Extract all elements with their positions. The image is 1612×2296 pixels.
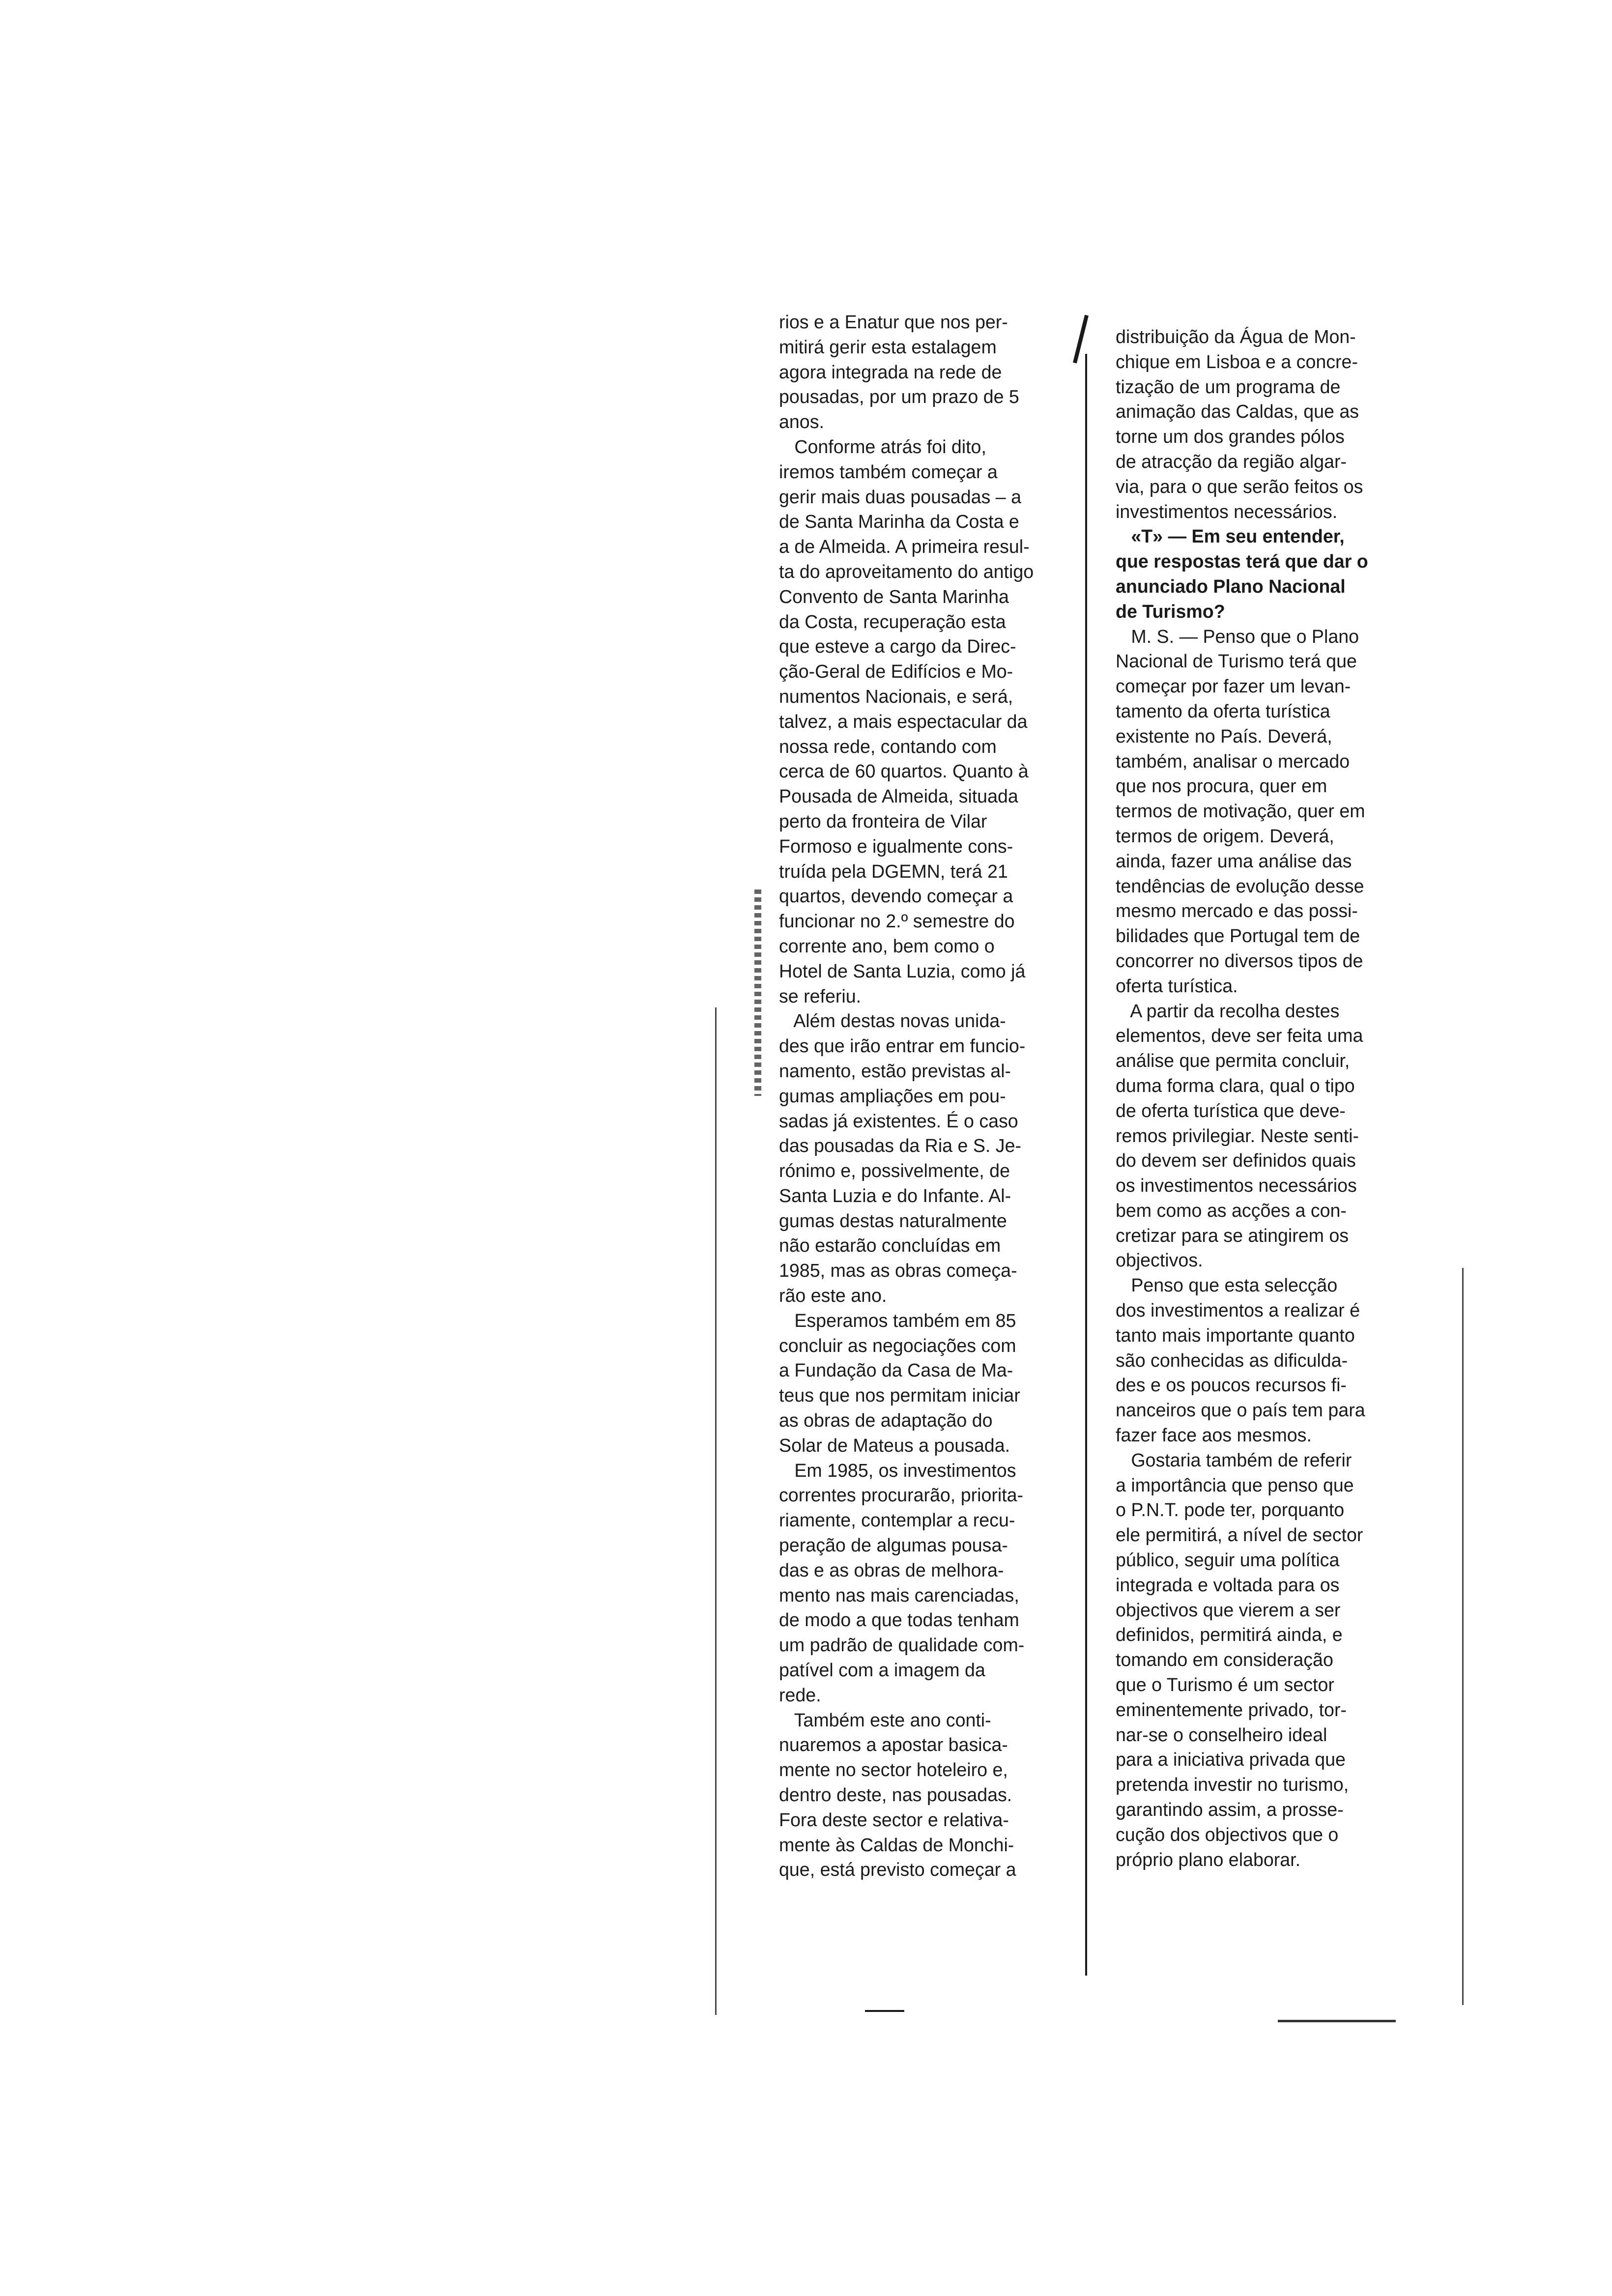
text-line: termos de origem. Deverá,	[1116, 825, 1334, 846]
text-line: garantindo assim, a prosse-	[1116, 1799, 1344, 1820]
text-line: concorrer no diversos tipos de	[1116, 950, 1363, 971]
text-line: investimentos necessários.	[1116, 501, 1338, 522]
text-line: Fora deste sector e relativa-	[779, 1809, 1009, 1830]
text-line: Conforme atrás foi dito,	[779, 436, 986, 457]
text-line: Em 1985, os investimentos	[779, 1460, 1016, 1481]
text-line: elementos, deve ser feita uma	[1116, 1025, 1363, 1046]
text-line: iremos também começar a	[779, 461, 998, 482]
text-line: talvez, a mais espectacular da	[779, 711, 1028, 732]
article-column-left	[779, 310, 1069, 1882]
text-line: de atracção da região algar-	[1116, 451, 1347, 472]
text-line: pretenda investir no turismo,	[1116, 1774, 1349, 1795]
text-line: que esteve a cargo da Direc-	[779, 636, 1016, 657]
scan-stamp-edge	[754, 890, 761, 1096]
text-line: distribuição da Água de Mon-	[1116, 326, 1356, 347]
text-line: nossa rede, contando com	[779, 736, 997, 757]
text-line: dos investimentos a realizar é	[1116, 1300, 1360, 1321]
text-line: fazer face aos mesmos.	[1116, 1425, 1312, 1446]
text-line: mento nas mais carenciadas,	[779, 1584, 1019, 1606]
text-line: termos de motivação, quer em	[1116, 801, 1365, 822]
text-line: via, para o que serão feitos os	[1116, 476, 1363, 497]
text-line: o P.N.T. pode ter, porquanto	[1116, 1499, 1345, 1521]
text-line: cução dos objectivos que o	[1116, 1824, 1339, 1845]
column-divider	[1085, 354, 1087, 1976]
text-line: Esperamos também em 85	[779, 1310, 1016, 1331]
text-line: Nacional de Turismo terá que	[1116, 651, 1357, 672]
text-line: Formoso e igualmente cons-	[779, 835, 1013, 857]
text-line: mente às Caldas de Monchi-	[779, 1834, 1014, 1855]
text-line: das e as obras de melhora-	[779, 1559, 1004, 1580]
text-line: também, analisar o mercado	[1116, 750, 1350, 772]
text-line: numentos Nacionais, e será,	[779, 686, 1013, 707]
left-margin-rule	[715, 1007, 717, 2015]
text-line: peração de algumas pousa-	[779, 1535, 1008, 1556]
text-line: um padrão de qualidade com-	[779, 1635, 1025, 1656]
text-line: M. S. — Penso que o Plano	[1116, 626, 1359, 647]
text-line: se referiu.	[779, 985, 862, 1006]
text-line: próprio plano elaborar.	[1116, 1849, 1301, 1870]
text-line: anos.	[779, 411, 824, 432]
text-line: 1985, mas as obras começa-	[779, 1260, 1017, 1281]
text-line: nanceiros que o país tem para	[1116, 1400, 1365, 1421]
text-line: de oferta turística que deve-	[1116, 1100, 1346, 1121]
text-line: cerca de 60 quartos. Quanto à	[779, 761, 1029, 782]
text-line: correntes procurarão, priorita-	[779, 1485, 1024, 1506]
text-line: das pousadas da Ria e S. Je-	[779, 1135, 1021, 1156]
text-line: começar por fazer um levan-	[1116, 676, 1351, 697]
text-line: funcionar no 2.º semestre do	[779, 911, 1015, 932]
text-line: mesmo mercado e das possi-	[1116, 900, 1358, 921]
text-line: a Fundação da Casa de Ma-	[779, 1360, 1013, 1381]
text-line: oferta turística.	[1116, 975, 1238, 996]
text-line: objectivos que vierem a ser	[1116, 1599, 1341, 1620]
text-line: duma forma clara, qual o tipo	[1116, 1075, 1355, 1096]
text-line: Também este ano conti-	[779, 1709, 991, 1730]
text-line: não estarão concluídas em	[779, 1235, 1001, 1256]
text-line: corrente ano, bem como o	[779, 935, 995, 956]
text-line: objectivos.	[1116, 1250, 1203, 1271]
text-line: de Santa Marinha da Costa e	[779, 511, 1019, 532]
text-line: cretizar para se atingirem os	[1116, 1225, 1349, 1246]
text-line: concluir as negociações com	[779, 1335, 1016, 1356]
text-line: pousadas, por um prazo de 5	[779, 386, 1019, 407]
text-line: Solar de Mateus a pousada.	[779, 1435, 1010, 1456]
text-line: do devem ser definidos quais	[1116, 1150, 1356, 1171]
text-line: os investimentos necessários	[1116, 1175, 1357, 1196]
text-line: a de Almeida. A primeira resul-	[779, 536, 1030, 557]
text-line: torne um dos grandes pólos	[1116, 426, 1345, 447]
text-line: rios e a Enatur que nos per-	[779, 312, 1008, 332]
text-line: chique em Lisboa e a concre-	[1116, 351, 1358, 372]
text-line: que o Turismo é um sector	[1116, 1674, 1334, 1695]
text-line: A partir da recolha destes	[1116, 1000, 1340, 1021]
text-line: nar-se o conselheiro ideal	[1116, 1724, 1327, 1745]
text-line: Penso que esta selecção	[1116, 1275, 1338, 1296]
ink-mark	[865, 2010, 904, 2012]
text-line: «T» — Em seu entender,	[1116, 526, 1345, 547]
text-line: anunciado Plano Nacional	[1116, 575, 1346, 597]
text-line: definidos, permitirá ainda, e	[1116, 1624, 1343, 1645]
text-line: quartos, devendo começar a	[779, 886, 1013, 907]
text-line: rão este ano.	[779, 1285, 887, 1306]
text-line: ta do aproveitamento do antigo	[779, 561, 1034, 582]
text-line: que nos procura, quer em	[1116, 775, 1327, 797]
text-line: rede.	[779, 1684, 821, 1705]
text-line: são conhecidas as dificulda-	[1116, 1349, 1348, 1371]
text-line: Santa Luzia e do Infante. Al-	[779, 1185, 1011, 1206]
text-line: mitirá gerir esta estalagem	[779, 336, 997, 357]
text-line: integrada e voltada para os	[1116, 1574, 1340, 1595]
text-line: agora integrada na rede de	[779, 361, 1002, 382]
text-line: tização de um programa de	[1116, 376, 1341, 397]
text-line: perto da fronteira de Vilar	[779, 810, 987, 832]
text-line: Além destas novas unida-	[779, 1010, 1006, 1032]
text-line: bilidades que Portugal tem de	[1116, 925, 1360, 947]
right-margin-rule	[1462, 1268, 1464, 2005]
text-line: remos privilegiar. Neste senti-	[1116, 1125, 1359, 1146]
text-line: tanto mais importante quanto	[1116, 1324, 1355, 1346]
text-line: existente no País. Deverá,	[1116, 725, 1332, 746]
text-line: de Turismo?	[1116, 601, 1225, 622]
text-line: patível com a imagem da	[779, 1660, 985, 1681]
text-line: a importância que penso que	[1116, 1474, 1354, 1495]
text-line: teus que nos permitam iniciar	[779, 1385, 1020, 1406]
text-line: bem como as acções a con-	[1116, 1200, 1347, 1221]
article-column-right	[1116, 324, 1445, 1872]
text-line: sadas já existentes. É o caso	[779, 1110, 1018, 1131]
text-line: des que irão entrar em funcio-	[779, 1035, 1026, 1057]
text-line: Gostaria também de referir	[1116, 1449, 1352, 1470]
text-line: ainda, fazer uma análise das	[1116, 850, 1352, 871]
text-line: tendências de evolução desse	[1116, 875, 1364, 896]
text-line: tomando em consideração	[1116, 1649, 1333, 1670]
text-line: nuaremos a apostar basica-	[779, 1734, 1008, 1755]
text-line: animação das Caldas, que as	[1116, 401, 1359, 422]
text-line: ele permitirá, a nível de sector	[1116, 1524, 1363, 1546]
text-line: gumas ampliações em pou-	[779, 1085, 1006, 1106]
text-line: dentro deste, nas pousadas.	[779, 1784, 1012, 1806]
text-line: Hotel de Santa Luzia, como já	[779, 960, 1026, 981]
text-line: rónimo e, possivelmente, de	[779, 1160, 1010, 1181]
text-line: gerir mais duas pousadas – a	[779, 486, 1021, 507]
text-line: ção-Geral de Edifícios e Mo-	[779, 661, 1013, 682]
text-line: tamento da oferta turística	[1116, 700, 1330, 721]
text-line: riamente, contemplar a recu-	[779, 1510, 1015, 1531]
text-line: truída pela DGEMN, terá 21	[779, 861, 1008, 882]
text-line: da Costa, recuperação esta	[779, 611, 1006, 632]
text-line: que respostas terá que dar o	[1116, 551, 1368, 572]
text-line: análise que permita concluir,	[1116, 1050, 1350, 1071]
text-line: as obras de adaptação do	[779, 1410, 993, 1431]
text-line: mente no sector hoteleiro e,	[779, 1759, 1008, 1780]
text-line: para a iniciativa privada que	[1116, 1749, 1346, 1770]
text-line: eminentemente privado, tor-	[1116, 1699, 1347, 1720]
text-line: que, está previsto começar a	[779, 1859, 1016, 1880]
text-line: des e os poucos recursos fi-	[1116, 1375, 1347, 1396]
ink-mark	[1278, 2020, 1396, 2022]
text-line: Convento de Santa Marinha	[779, 586, 1009, 607]
text-line: público, seguir uma política	[1116, 1550, 1340, 1571]
text-line: Pousada de Almeida, situada	[779, 786, 1018, 807]
text-line: namento, estão previstas al-	[779, 1060, 1011, 1081]
text-line: gumas destas naturalmente	[779, 1210, 1007, 1231]
text-line: de modo a que todas tenham	[779, 1609, 1019, 1631]
